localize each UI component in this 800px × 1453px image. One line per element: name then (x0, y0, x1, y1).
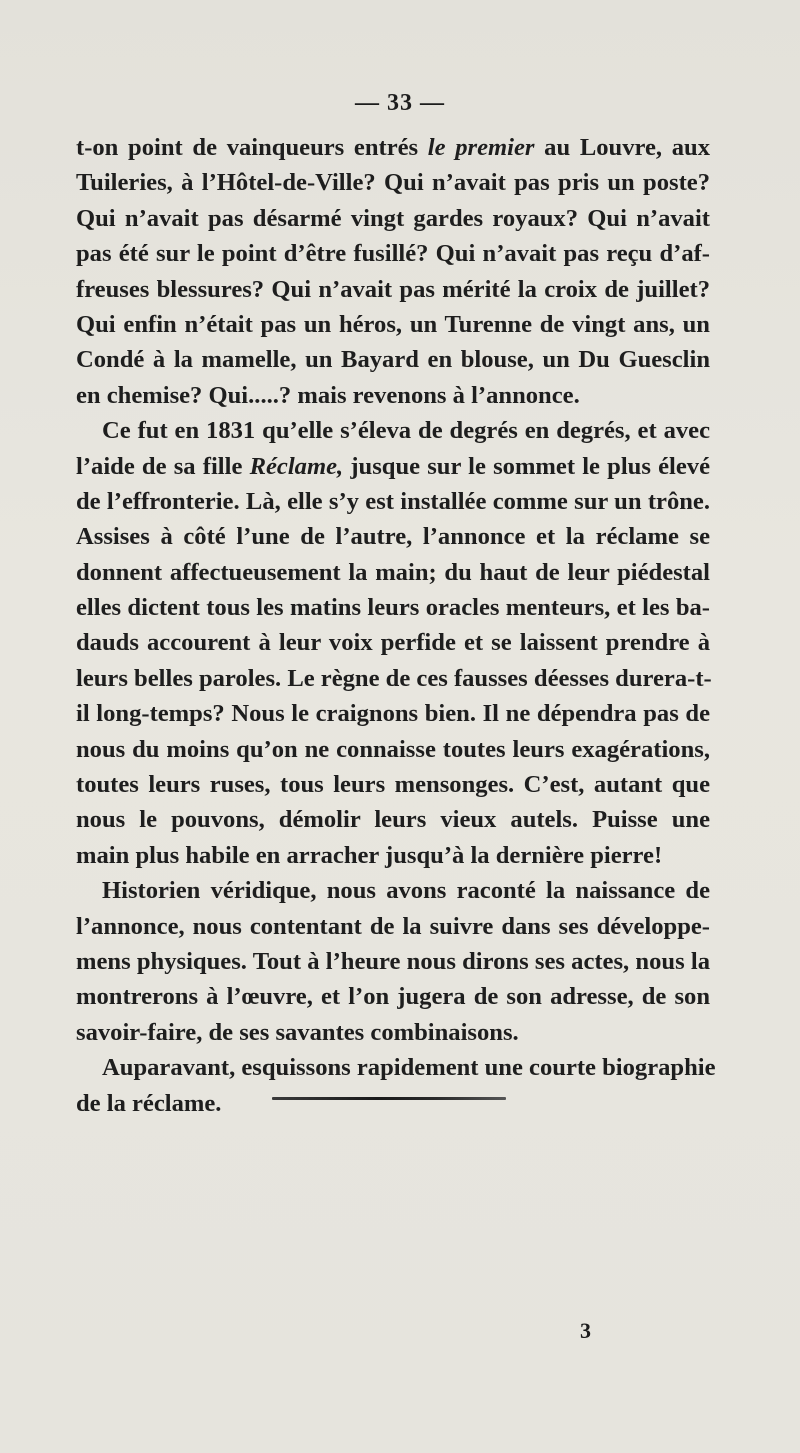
text-line: leurs belles paroles. Le règne de ces fausses déesses durera-t- (76, 664, 712, 692)
text-line: nous du moins qu’on ne connaisse toutes leurs exagérations, (76, 735, 710, 763)
text-line: t-on point de vainqueurs entrés le premier au Louvre, aux (76, 134, 710, 161)
text-line: Historien véridique, nous avons raconté la naissance de (102, 877, 710, 905)
page-number-header: — 33 — (355, 90, 445, 116)
text-line: main plus habile en arracher jusqu’à la dernière pierre! (76, 841, 663, 869)
section-divider-rule (272, 1097, 506, 1100)
text-line: Qui n’avait pas désarmé vingt gardes royaux? Qui n’avait (76, 204, 710, 232)
text-line: nous le pouvons, démolir leurs vieux autels. Puisse une (76, 806, 710, 834)
text-line: Tuileries, à l’Hôtel-de-Ville? Qui n’avait pas pris un poste? (76, 169, 710, 197)
text-line: elles dictent tous les matins leurs oracles menteurs, et les ba- (76, 594, 710, 622)
text-line: pas été sur le point d’être fusillé? Qui n’avait pas reçu d’af- (76, 240, 710, 268)
text-line: l’annonce, nous contentant de la suivre dans ses développe- (76, 912, 710, 940)
text-line: Qui enfin n’était pas un héros, un Turenne de vingt ans, un (76, 310, 710, 338)
text-line: de la réclame. (76, 1089, 222, 1117)
text-line: donnent affectueusement la main; du haut de leur piédestal (76, 558, 710, 586)
italic-phrase: le premier (427, 134, 535, 161)
text-line: savoir-faire, de ses savantes combinaisons. (76, 1018, 519, 1046)
text-line: dauds accourent à leur voix perfide et se laissent prendre à (76, 629, 710, 657)
text-line: il long-temps? Nous le craignons bien. Il ne dépendra pas de (76, 700, 710, 728)
text-line: Assises à côté l’une de l’autre, l’annonce et la réclame se (76, 523, 710, 551)
text-line: mens physiques. Tout à l’heure nous dirons ses actes, nous la (76, 947, 710, 975)
text-line: toutes leurs ruses, tous leurs mensonges. C’est, autant que (76, 771, 710, 799)
text-line: en chemise? Qui.....? mais revenons à l’annonce. (76, 381, 580, 409)
signature-mark: 3 (580, 1318, 591, 1343)
text-line: Auparavant, esquissons rapidement une courte biographie (102, 1054, 716, 1082)
text-line: Condé à la mamelle, un Bayard en blouse, un Du Guesclin (76, 346, 710, 374)
text-line: Ce fut en 1831 qu’elle s’éleva de degrés en degrés, et avec (102, 417, 710, 445)
text-line: de l’effronterie. Là, elle s’y est installée comme sur un trône. (76, 487, 710, 515)
text-line: freuses blessures? Qui n’avait pas mérité la croix de juillet? (76, 275, 710, 303)
italic-phrase: Réclame, (249, 452, 344, 480)
text-line: montrerons à l’œuvre, et l’on jugera de son adresse, de son (76, 983, 710, 1011)
text-line: l’aide de sa fille Réclame, jusque sur le sommet le plus élevé (76, 452, 710, 480)
body-text (76, 130, 716, 1121)
